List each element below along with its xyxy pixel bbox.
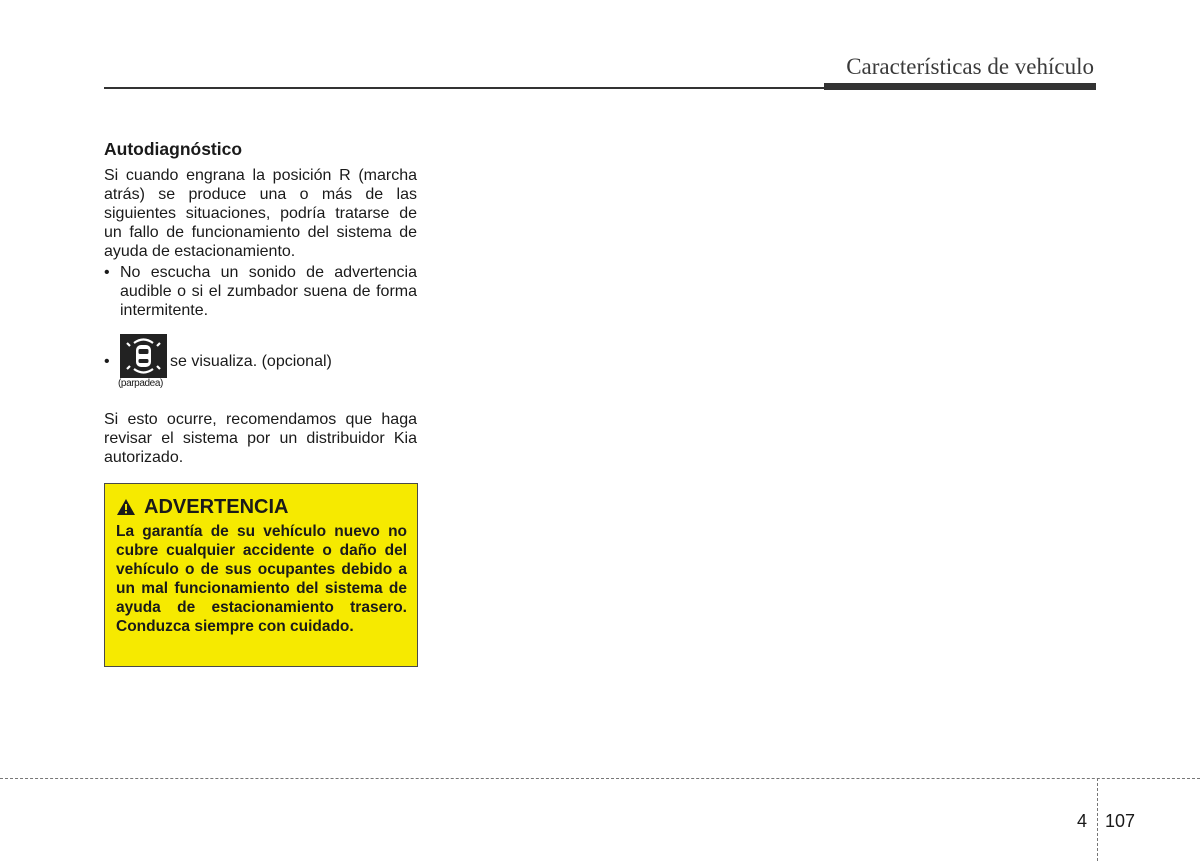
- recommendation-paragraph: Si esto ocurre, recomendamos que haga revisar el sistema por un distribuidor Kia autorizado.: [104, 411, 417, 466]
- section-title: Autodiagnóstico: [104, 139, 243, 159]
- list-item-text: se visualiza. (opcional): [170, 353, 332, 370]
- warning-header: [116, 494, 407, 520]
- indicator-caption: (parpadea): [118, 378, 163, 389]
- footer-rule: [0, 778, 1200, 779]
- intro-paragraph: Si cuando engrana la posición R (marcha atrás) se produce una o más de las siguientes situaciones, podría tratarse de un fallo de funcionamiento del sistema de ayuda de estacionamiento.: [104, 167, 417, 260]
- bullet-marker: •: [104, 353, 110, 370]
- header-rule-accent: [824, 83, 1096, 90]
- bullet-marker: •: [104, 264, 110, 281]
- footer-divider: [1097, 778, 1098, 861]
- list-item-text: No escucha un sonido de advertencia audible o si el zumbador suena de forma intermitente.: [120, 264, 417, 319]
- page-number: 107: [1105, 811, 1136, 831]
- warning-title: ADVERTENCIA: [144, 496, 289, 518]
- chapter-number: 4: [1077, 811, 1088, 831]
- header-rule: [104, 87, 824, 89]
- content-column: [104, 138, 417, 467]
- list-item: [104, 334, 417, 398]
- warning-triangle-icon: [116, 498, 136, 516]
- chapter-title: Características de vehículo: [846, 54, 1094, 79]
- parking-assist-indicator-icon: [120, 334, 167, 378]
- list-item: [104, 263, 417, 320]
- warning-text: La garantía de su vehículo nuevo no cubre cualquier accidente o daño del vehículo o de sus ocupantes debido a un mal funcionamiento del sistema de ayuda de estacionamiento trasero. Conduzca siempre con cuidado.: [116, 523, 407, 635]
- warning-box: [104, 483, 418, 667]
